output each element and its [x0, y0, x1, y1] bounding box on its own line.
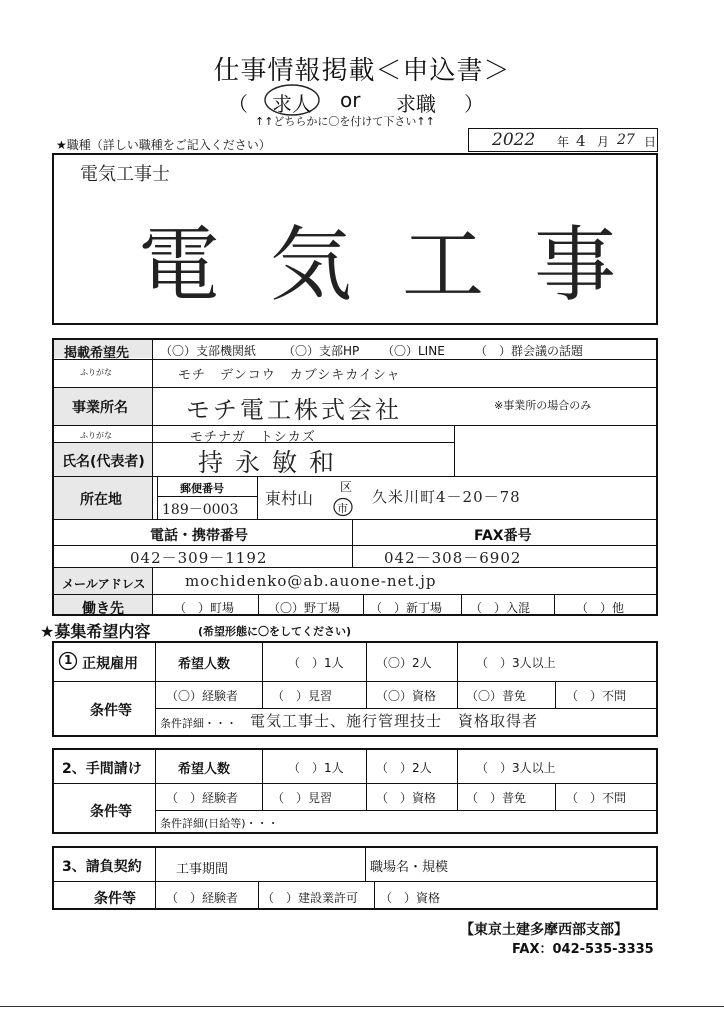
- section-1-cond-apprentice[interactable]: （ ）見習: [272, 689, 333, 703]
- job-type-small: 電気工事士: [80, 164, 170, 185]
- section-1-cond-experienced[interactable]: （〇）経験者: [166, 689, 239, 703]
- workplace-option-other[interactable]: （ ）他: [576, 601, 625, 615]
- choice-note: ↑↑どちらかに〇を付けて下さい↑↑: [255, 115, 435, 128]
- section-2-count-1[interactable]: （ ）1人: [288, 761, 344, 775]
- postal-code[interactable]: 189－0003: [162, 502, 239, 518]
- date-year: 2022: [492, 130, 536, 150]
- publish-option-hp[interactable]: （〇）支部HP: [283, 344, 360, 358]
- section-3-cond-experienced[interactable]: （ ）経験者: [166, 891, 239, 905]
- workplace-label: 働き先: [82, 601, 124, 617]
- date-nichi: 日: [644, 135, 657, 149]
- company-name[interactable]: モチ電工株式会社: [186, 396, 402, 424]
- fax-value[interactable]: 042－308－6902: [384, 549, 522, 567]
- publish-option-topic[interactable]: （ ）群会議の話題: [475, 344, 584, 358]
- recruit-heading: ★募集希望内容: [40, 622, 151, 641]
- rep-furigana-label: ふりがな: [80, 431, 112, 440]
- section-1-count-1[interactable]: （ ）1人: [288, 656, 344, 670]
- workplace-option-irimaze[interactable]: （ ）入混: [470, 601, 531, 615]
- section-1-cond-license[interactable]: （〇）資格: [376, 689, 437, 703]
- rep-label: 氏名(代表者): [62, 454, 145, 470]
- option-kyushoku[interactable]: 求職: [396, 92, 436, 116]
- choice-close: ）: [464, 92, 484, 116]
- rep-name[interactable]: 持永敏和: [198, 448, 347, 477]
- section-1-cond-driver[interactable]: （〇）普免: [466, 689, 527, 703]
- recruit-heading-note: (希望形態に〇をしてください): [198, 625, 352, 638]
- workplace-option-shinchoba[interactable]: （ ）新丁場: [370, 601, 443, 615]
- phone-value[interactable]: 042－309－1192: [130, 549, 268, 567]
- choice-line: [228, 88, 518, 114]
- section-2-cond-license[interactable]: （ ）資格: [376, 791, 437, 805]
- footer-org: 【東京土建多摩西部支部】: [460, 922, 628, 938]
- address-shi: 市: [337, 502, 348, 515]
- section-1-count-3[interactable]: （ ）3人以上: [476, 656, 556, 670]
- publish-option-kikanshi[interactable]: （〇）支部機関紙: [160, 344, 257, 358]
- footer-fax: FAX：042-535-3335: [512, 942, 654, 957]
- section-2-count-3[interactable]: （ ）3人以上: [476, 761, 556, 775]
- section-1-cond-any[interactable]: （ ）不問: [566, 689, 627, 703]
- section-1-label: 正規雇用: [82, 656, 138, 672]
- date-day: 27: [617, 132, 635, 148]
- section-1-count-2[interactable]: （〇）2人: [376, 656, 432, 670]
- date-tsuki: 月: [597, 135, 610, 149]
- section-3-cond-license[interactable]: （ ）資格: [380, 891, 441, 905]
- company-furigana-label: ふりがな: [80, 368, 112, 377]
- fax-label: FAX番号: [474, 528, 532, 544]
- date-month: 4: [576, 132, 586, 150]
- page-title: 仕事情報掲載＜申込書＞: [213, 56, 511, 86]
- section-3-cond-permit[interactable]: （ ）建設業許可: [262, 891, 359, 905]
- section-1-num: 1: [64, 653, 73, 667]
- company-furigana[interactable]: モチ デンコウ カブシキカイシャ: [178, 368, 401, 383]
- section-1-detail[interactable]: 電気工事士、施行管理技士 資格取得者: [250, 712, 539, 730]
- company-label: 事業所名: [72, 400, 128, 416]
- section-2-cond-any[interactable]: （ ）不問: [566, 791, 627, 805]
- job-type-big: 電気工事: [138, 218, 667, 313]
- mail-value[interactable]: mochidenko@ab.auone-net.jp: [185, 572, 437, 590]
- section-2-cond-label: 条件等: [90, 804, 132, 820]
- address-street[interactable]: 久米川町4－20－78: [372, 488, 521, 506]
- date-nen: 年: [557, 135, 570, 149]
- section-3-label: 3、請負契約: [62, 859, 142, 875]
- section-2-cond-experienced[interactable]: （ ）経験者: [166, 791, 239, 805]
- rep-furigana[interactable]: モチナガ トシカズ: [190, 430, 316, 445]
- section-2-count-2[interactable]: （ ）2人: [376, 761, 432, 775]
- section-2-label: 2、手間請け: [62, 761, 142, 777]
- section-2-cond-driver[interactable]: （ ）普免: [466, 791, 527, 805]
- workplace-option-machiba[interactable]: （ ）町場: [174, 601, 235, 615]
- phone-label: 電話・携帯番号: [150, 528, 248, 544]
- postal-label: 郵便番号: [180, 482, 224, 495]
- section-3-cond-label: 条件等: [94, 891, 136, 907]
- address-city[interactable]: 東村山: [265, 489, 314, 508]
- publish-option-line[interactable]: （〇）LINE: [382, 344, 445, 358]
- company-note: ※事業所の場合のみ: [494, 399, 592, 412]
- address-label: 所在地: [80, 492, 122, 508]
- choice-open: （: [228, 92, 248, 116]
- option-kyujin[interactable]: 求人: [272, 92, 312, 116]
- publish-label: 掲載希望先: [64, 346, 130, 361]
- address-ku: 区: [340, 480, 353, 494]
- section-1-cond-label: 条件等: [90, 703, 132, 719]
- section-1-detail-label: 条件詳細・・・: [160, 717, 237, 730]
- choice-or: or: [340, 88, 361, 112]
- mail-label: メールアドレス: [62, 577, 146, 591]
- section-2-detail-label: 条件詳細(日給等)・・・: [160, 817, 279, 830]
- section-2-cond-apprentice[interactable]: （ ）見習: [272, 791, 333, 805]
- workplace-option-nochoba[interactable]: （〇）野丁場: [268, 601, 341, 615]
- section-3-site-label: 職場名・規模: [370, 860, 449, 875]
- section-1-count-label: 希望人数: [178, 657, 231, 672]
- section-3-period-label: 工事期間: [176, 862, 229, 877]
- section-2-count-label: 希望人数: [178, 762, 231, 777]
- job-type-label: ★職種（詳しい職種をご記入ください）: [56, 138, 271, 152]
